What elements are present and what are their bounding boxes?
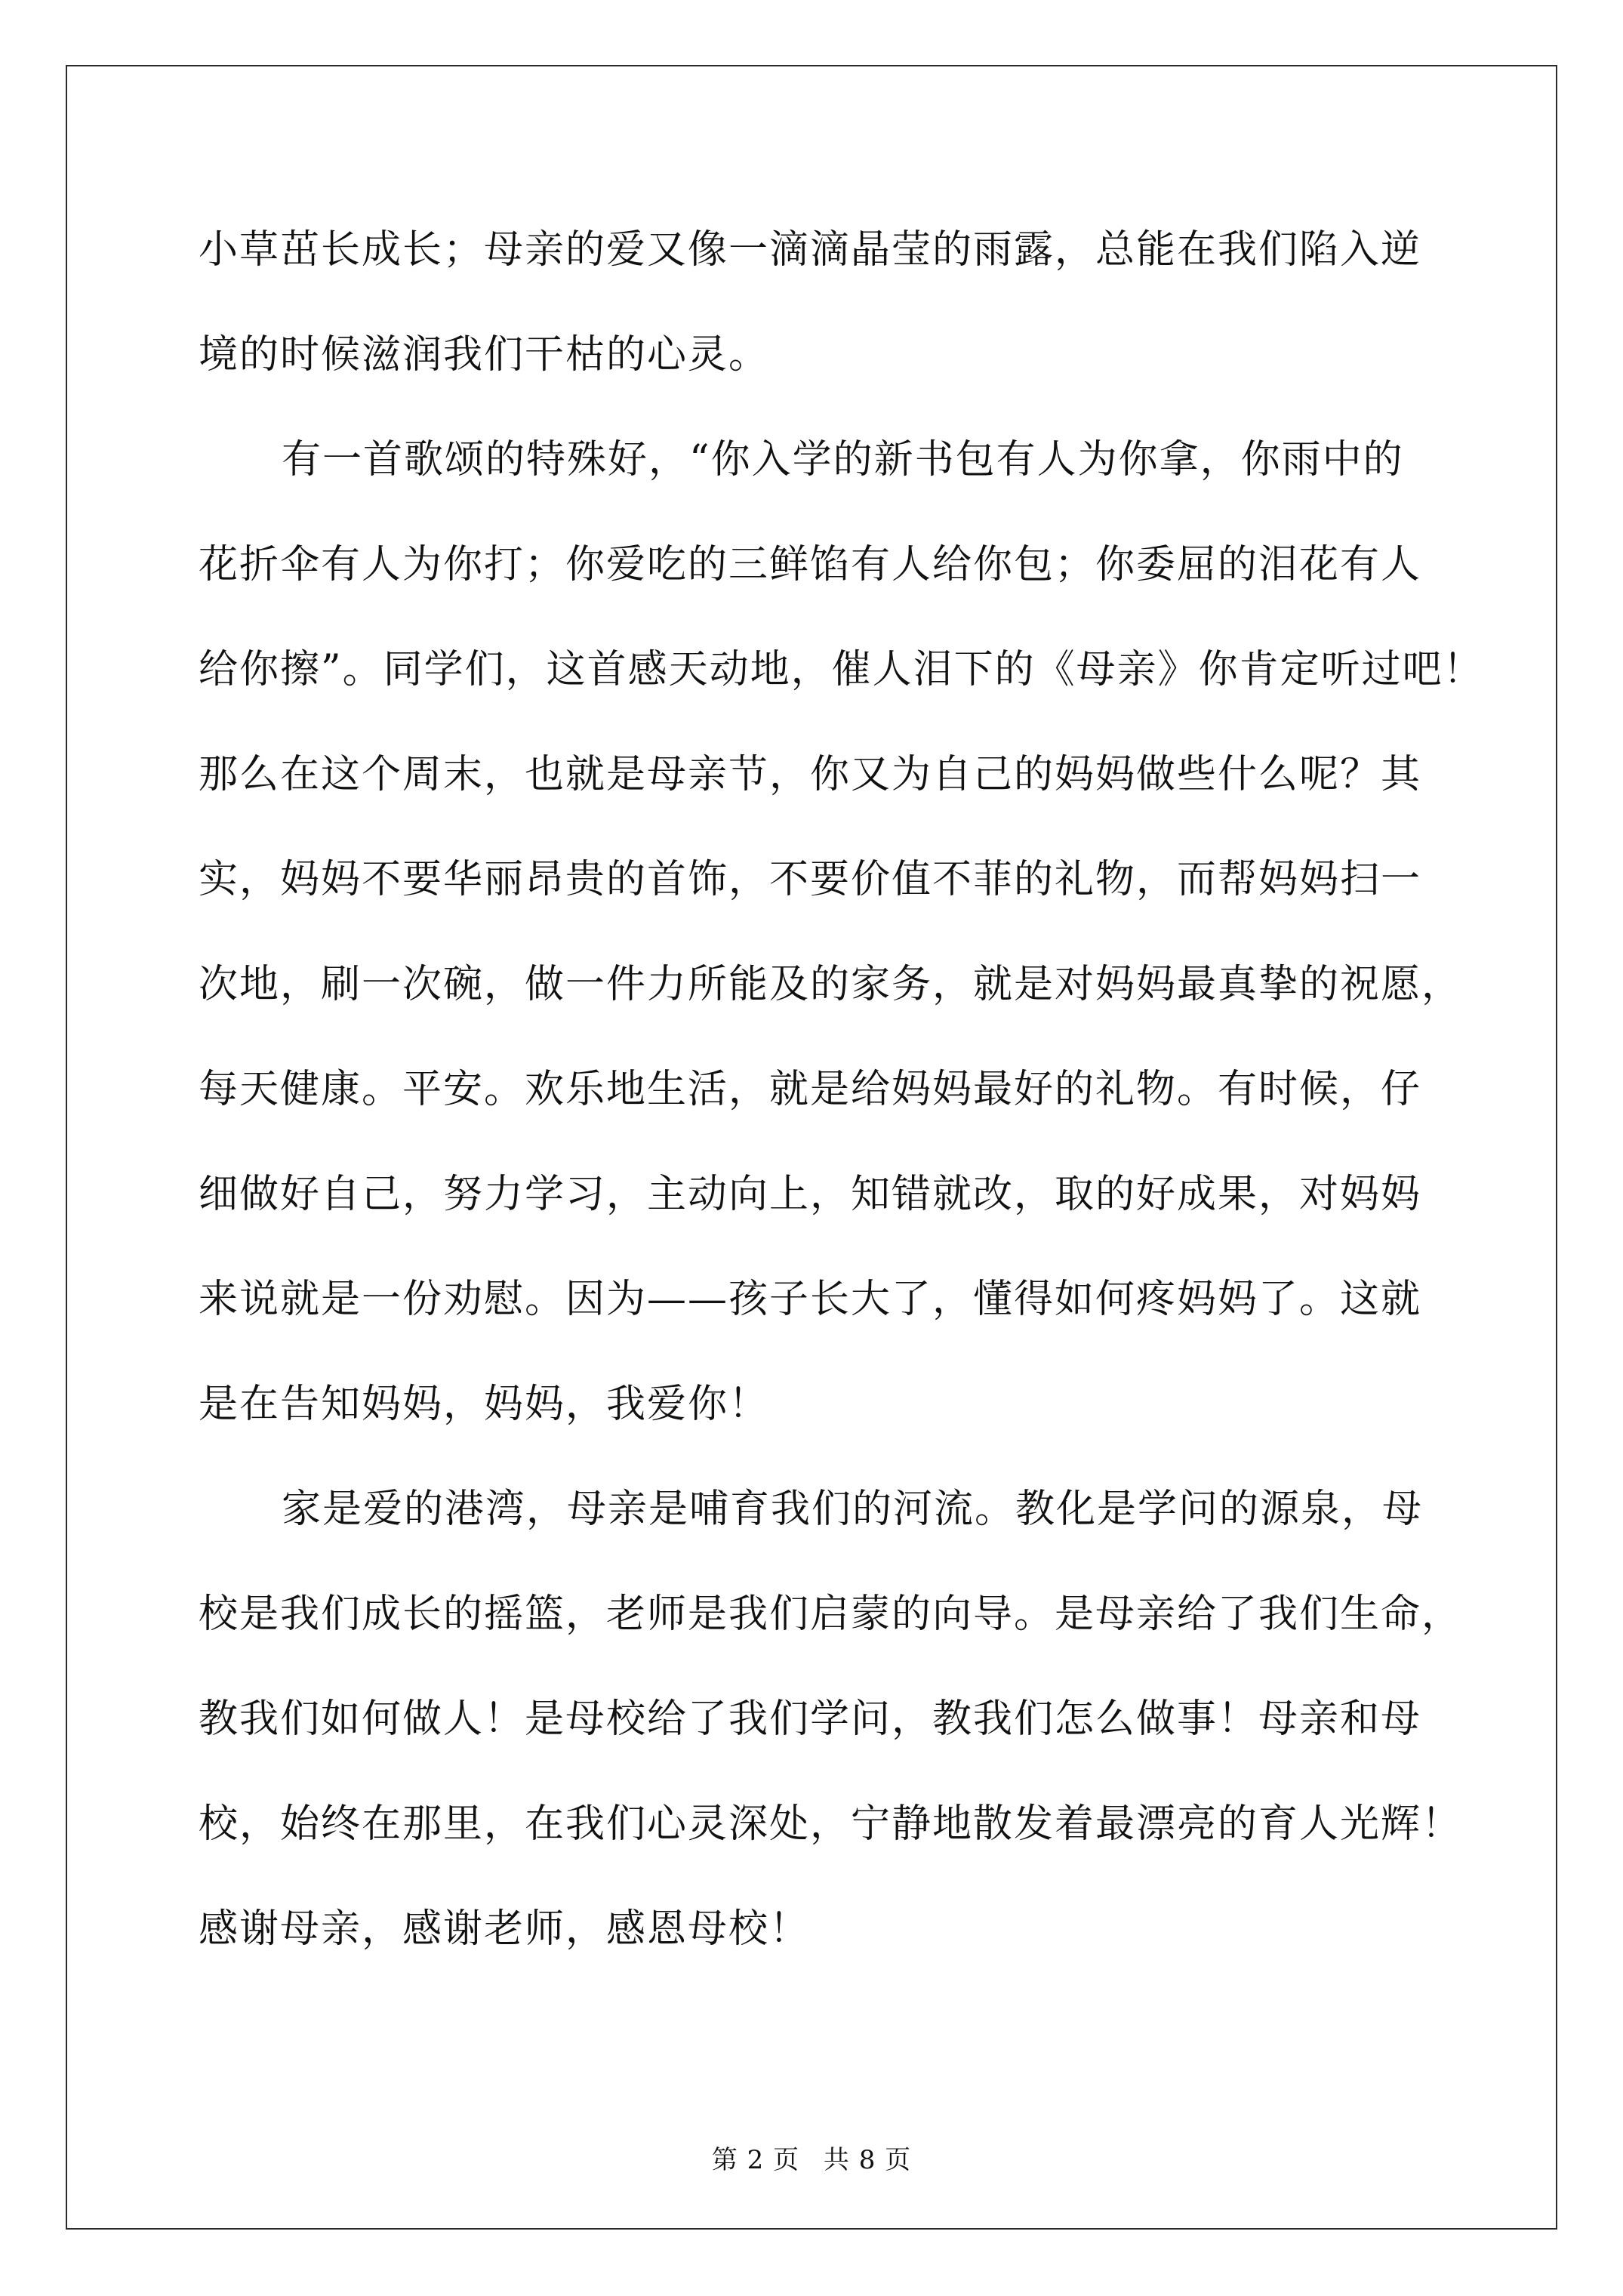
text-line: 每天健康。平安。欢乐地生活，就是给妈妈最好的礼物。有时候，仔 [199,1067,1422,1112]
text-line: 那么在这个周末，也就是母亲节，你又为自己的妈妈做些什么呢？其 [199,752,1422,797]
text-line: 细做好自己，努力学习，主动向上，知错就改，取的好成果，对妈妈 [199,1172,1422,1217]
text-line: 校，始终在那里，在我们心灵深处，宁静地散发着最漂亮的育人光辉！ [199,1801,1463,1847]
text-line: 感谢母亲，感谢老师，感恩母校！ [199,1906,811,1952]
text-line: 是在告知妈妈，妈妈，我爱你！ [199,1382,770,1427]
page-number-current: 第 2 页 [711,2145,800,2175]
paragraph-start-line: 家是爱的港湾，母亲是哺育我们的河流。教化是学问的源泉，母 [282,1487,1424,1532]
page-number-total: 共 8 页 [823,2145,912,2175]
text-line: 实，妈妈不要华丽昂贵的首饰，不要价值不菲的礼物，而帮妈妈扫一 [199,857,1422,902]
text-line: 次地，刷一次碗，做一件力所能及的家务，就是对妈妈最真挚的祝愿， [199,962,1463,1007]
paragraph-start-line: 有一首歌颂的特殊好，“你入学的新书包有人为你拿，你雨中的 [282,437,1404,482]
document-body [199,219,1484,2003]
text-line: 校是我们成长的摇篮，老师是我们启蒙的向导。是母亲给了我们生命， [199,1592,1463,1637]
text-line: 境的时候滋润我们干枯的心灵。 [199,332,770,378]
text-line: 小草茁长成长；母亲的爱又像一滴滴晶莹的雨露，总能在我们陷入逆 [199,227,1422,273]
text-line: 来说就是一份劝慰。因为——孩子长大了，懂得如何疼妈妈了。这就 [199,1277,1422,1322]
text-line: 教我们如何做人！是母校给了我们学问，教我们怎么做事！母亲和母 [199,1697,1422,1742]
text-line: 给你擦”。同学们，这首感天动地，催人泪下的《母亲》你肯定听过吧！ [199,647,1484,692]
text-line: 花折伞有人为你打；你爱吃的三鲜馅有人给你包；你委屈的泪花有人 [199,542,1422,587]
page-footer [0,2139,1623,2176]
